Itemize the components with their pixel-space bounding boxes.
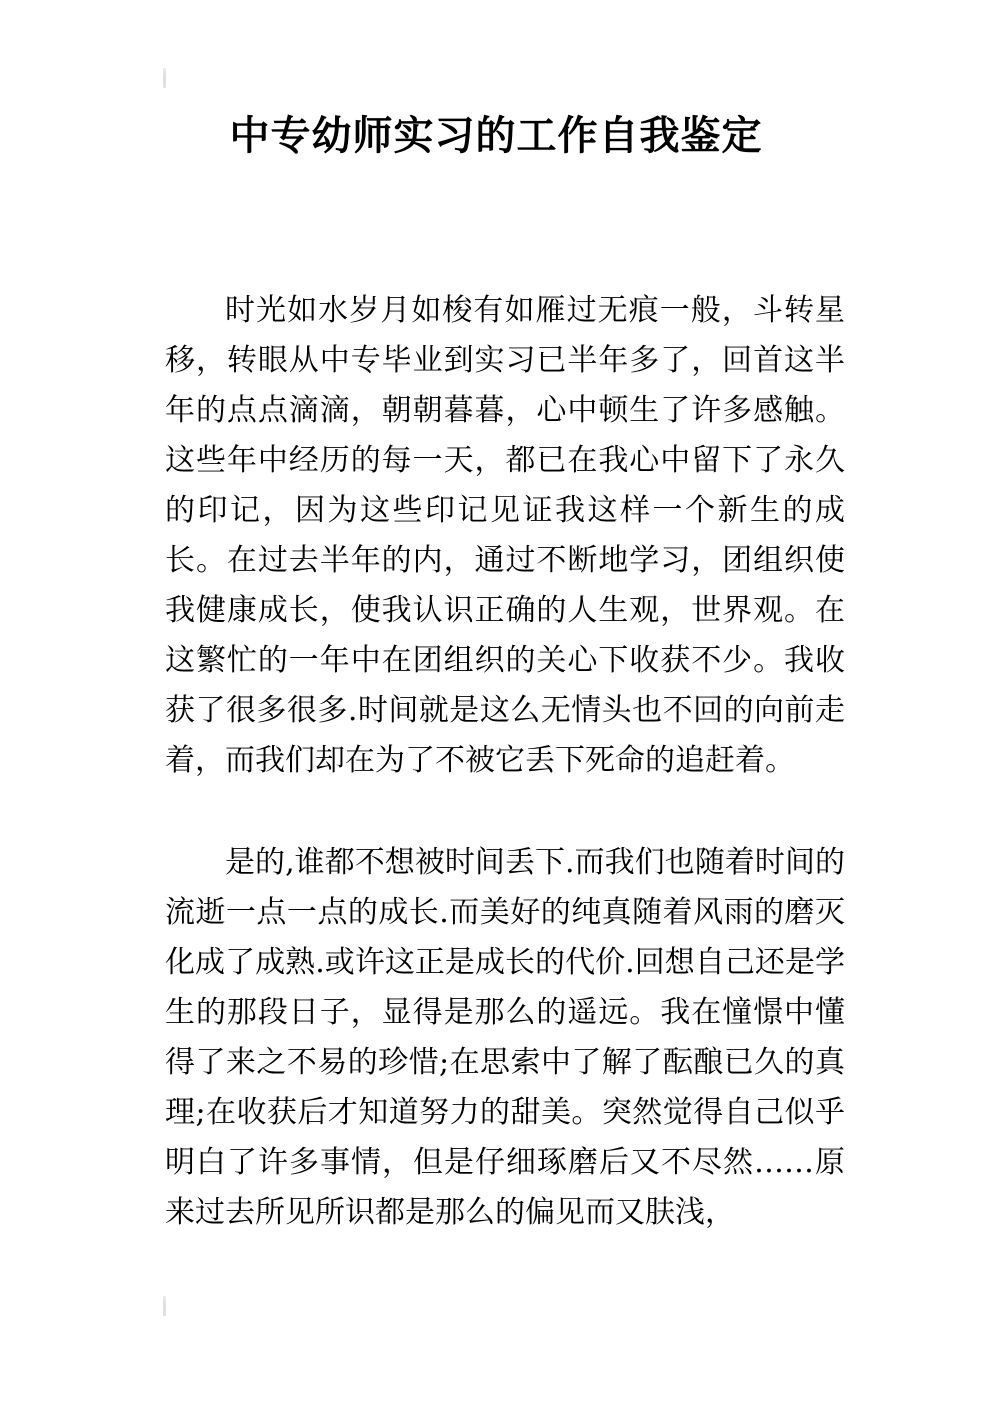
stray-margin-mark-bottom [163,1296,166,1316]
document-body [165,286,845,1238]
paragraph-1: 时光如水岁月如梭有如雁过无痕一般，斗转星移，转眼从中专毕业到实习已半年多了，回首这半年的点点滴滴，朝朝暮暮，心中顿生了许多感触。这些年中经历的每一天，都已在我心中留下了永久的印记，因为这些印记见证我这样一个新生的成长。在过去半年的内，通过不断地学习，团组织使我健康成长，使我认识正确的人生观，世界观。在这繁忙的一年中在团组织的关心下收获不少。我收获了很多很多.时间就是这么无情头也不回的向前走着，而我们却在为了不被它丢下死命的追赶着。 [165,293,845,778]
paragraph-2: 是的,谁都不想被时间丢下.而我们也随着时间的流逝一点一点的成长.而美好的纯真随着风雨的磨灭化成了成熟.或许这正是成长的代价.回想自己还是学生的那段日子，显得是那么的遥远。我在憧憬中懂得了来之不易的珍惜;在思索中了解了酝酿已久的真理;在收获后才知道努力的甜美。突然觉得自己似乎明白了许多事情，但是仔细琢磨后又不尽然……原来过去所见所识都是那么的偏见而又肤浅， [165,845,845,1230]
document-title: 中专幼师实习的工作自我鉴定 [229,113,763,159]
stray-margin-mark-top [163,68,166,88]
